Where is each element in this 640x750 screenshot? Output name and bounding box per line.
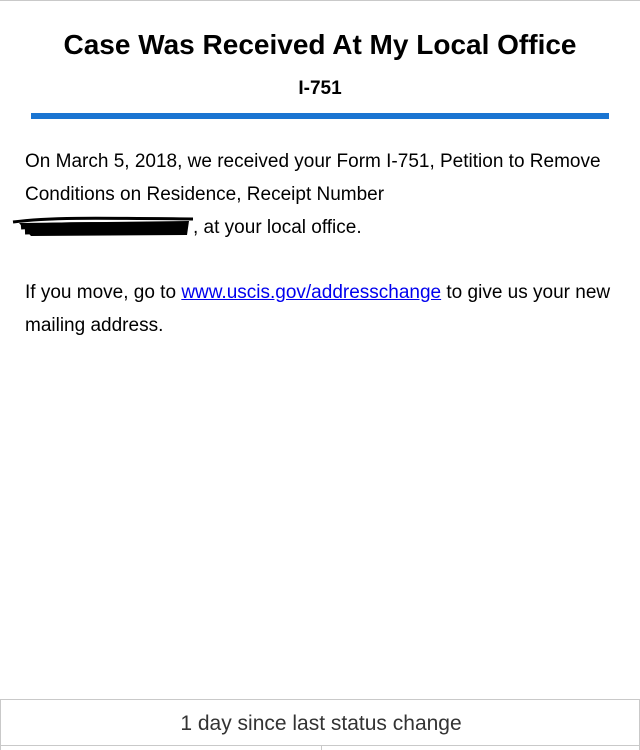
move-text: If you move, go to xyxy=(25,282,182,303)
top-border xyxy=(0,0,640,1)
address-change-paragraph xyxy=(25,276,625,342)
case-status-title: Case Was Received At My Local Office xyxy=(63,29,577,60)
footer-column-divider xyxy=(321,745,322,750)
message-text-start: On March 5, 2018, we received your Form I-751, Petition to Remove Conditions on Residence, Receipt Number xyxy=(25,151,601,205)
case-message-paragraph xyxy=(25,145,625,244)
status-divider-bar xyxy=(31,113,609,119)
form-number: I-751 xyxy=(298,78,342,99)
message-text-end: , at your local office. xyxy=(193,217,362,238)
status-footer xyxy=(0,699,640,750)
days-since-status-change: 1 day since last status change xyxy=(180,712,462,735)
redacted-receipt-number xyxy=(25,216,193,236)
redaction-scribble xyxy=(11,213,197,239)
address-change-link[interactable]: www.uscis.gov/addresschange xyxy=(181,282,442,303)
mailing-address-text: to give us your new mailing address. xyxy=(25,282,611,336)
